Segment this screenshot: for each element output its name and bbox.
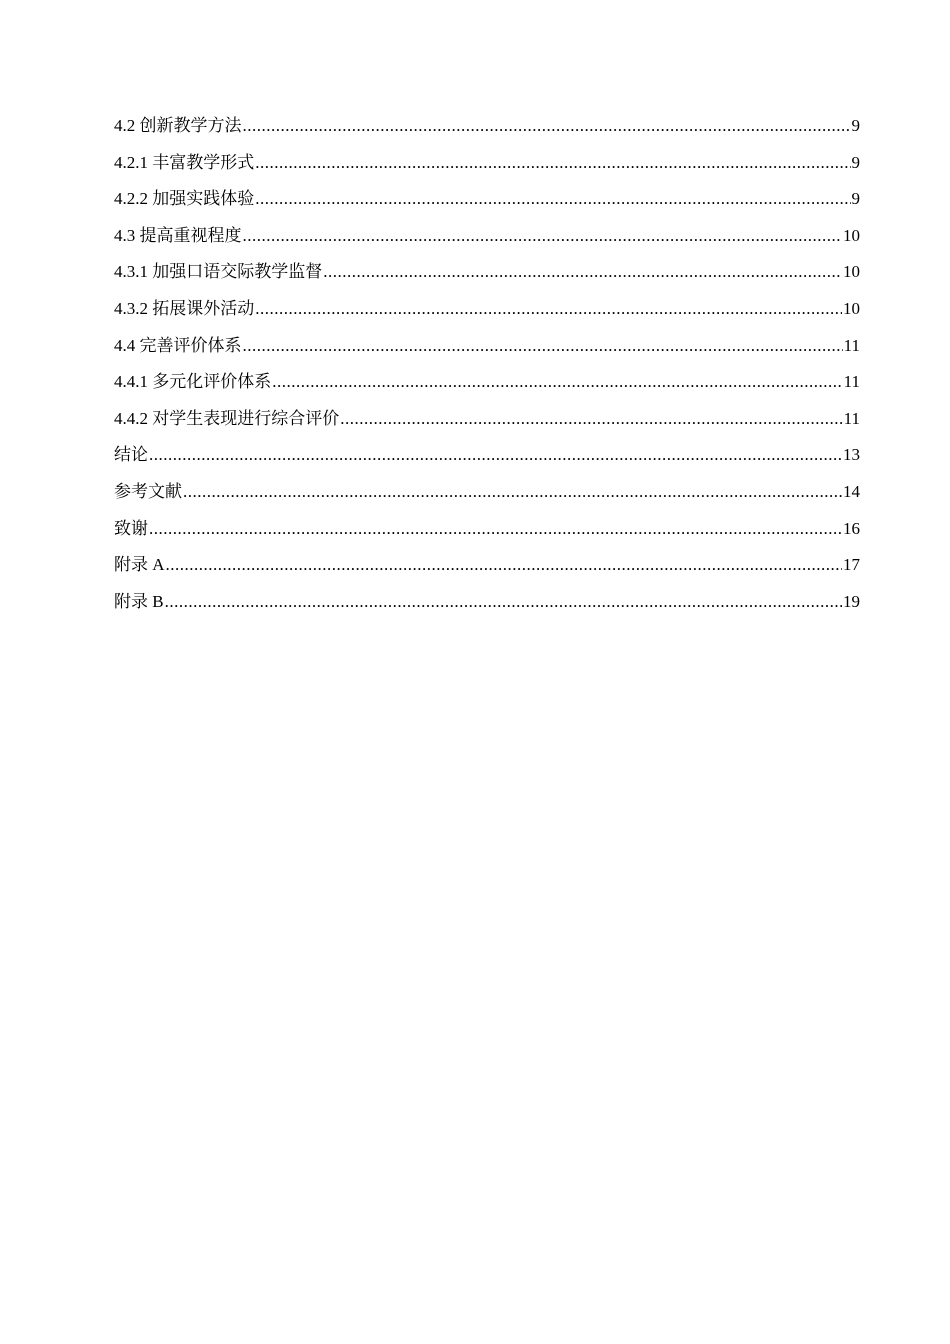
- toc-entry-title: 附录 B: [114, 591, 164, 611]
- toc-entry-title: 致谢: [114, 518, 148, 538]
- toc-entry[interactable]: [114, 479, 860, 516]
- toc-dot-leader: [183, 479, 842, 505]
- toc-dot-leader: [166, 552, 842, 578]
- toc-entry[interactable]: [114, 113, 860, 150]
- toc-entry[interactable]: [114, 259, 860, 296]
- toc-entry-title: 4.2.2 加强实践体验: [114, 189, 255, 209]
- toc-dot-leader: [272, 369, 842, 395]
- toc-entry[interactable]: [114, 442, 860, 479]
- toc-entry-page: 10: [843, 298, 860, 318]
- toc-dot-leader: [255, 296, 842, 322]
- toc-entry[interactable]: [114, 186, 860, 223]
- toc-entry-title: 参考文献: [114, 481, 182, 501]
- toc-dot-leader: [340, 406, 842, 432]
- toc-entry-page: 16: [843, 518, 860, 538]
- toc-entry-title: 4.2.1 丰富教学形式: [114, 152, 255, 172]
- toc-entry[interactable]: [114, 516, 860, 553]
- toc-entry[interactable]: [114, 406, 860, 443]
- toc-entry[interactable]: [114, 296, 860, 333]
- toc-entry-page: 9: [851, 116, 860, 135]
- toc-dot-leader: [149, 516, 842, 542]
- toc-entry-title: 4.2 创新教学方法: [114, 116, 242, 135]
- toc-entry-page: 19: [843, 591, 860, 611]
- table-of-contents: [114, 113, 860, 625]
- toc-entry-title: 附录 A: [114, 555, 165, 575]
- toc-dot-leader: [243, 113, 851, 139]
- toc-entry[interactable]: [114, 333, 860, 370]
- toc-dot-leader: [165, 589, 842, 615]
- toc-entry-page: 11: [843, 408, 860, 428]
- toc-entry[interactable]: [114, 552, 860, 589]
- toc-entry[interactable]: [114, 223, 860, 260]
- toc-entry-page: 11: [843, 372, 860, 392]
- toc-entry-title: 4.3.1 加强口语交际教学监督: [114, 262, 323, 282]
- toc-entry-title: 4.3 提高重视程度: [114, 225, 242, 245]
- toc-dot-leader: [255, 186, 850, 212]
- toc-entry-page: 11: [843, 335, 860, 355]
- toc-entry-title: 4.3.2 拓展课外活动: [114, 298, 255, 318]
- toc-entry-page: 10: [843, 225, 860, 245]
- toc-entry-page: 17: [843, 555, 860, 575]
- toc-entry-title: 4.4.2 对学生表现进行综合评价: [114, 408, 340, 428]
- toc-entry-page: 9: [851, 152, 860, 172]
- toc-entry[interactable]: [114, 369, 860, 406]
- toc-entry[interactable]: [114, 589, 860, 626]
- toc-entry-page: 14: [843, 481, 860, 501]
- toc-dot-leader: [243, 223, 843, 249]
- toc-entry[interactable]: [114, 150, 860, 187]
- toc-entry-title: 结论: [114, 445, 148, 465]
- toc-dot-leader: [149, 442, 842, 468]
- toc-entry-title: 4.4.1 多元化评价体系: [114, 372, 272, 392]
- toc-dot-leader: [323, 259, 842, 285]
- toc-entry-page: 9: [851, 189, 860, 209]
- toc-entry-page: 13: [843, 445, 860, 465]
- toc-entry-page: 10: [843, 262, 860, 282]
- toc-dot-leader: [243, 333, 843, 359]
- toc-dot-leader: [255, 150, 850, 176]
- toc-entry-title: 4.4 完善评价体系: [114, 335, 242, 355]
